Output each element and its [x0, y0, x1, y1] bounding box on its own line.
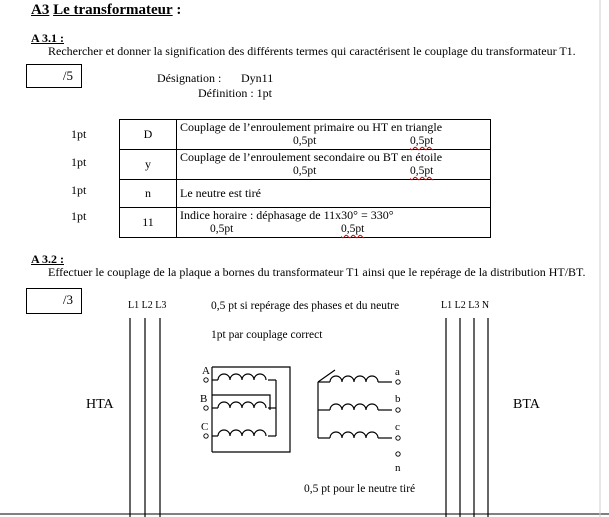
code-cell: n — [120, 180, 177, 208]
terminal-label-B: B — [200, 393, 208, 405]
code-cell: D — [120, 120, 177, 150]
coil-secondary-1 — [330, 376, 378, 382]
code-cell: y — [120, 150, 177, 180]
row-points: 1pt — [71, 155, 87, 169]
description-text: Le neutre est tiré — [180, 186, 261, 200]
half-point: 0,5pt — [293, 135, 317, 147]
terminal-label-n: n — [395, 462, 401, 474]
terminal-label-a: a — [395, 366, 400, 378]
score-value: /3 — [62, 292, 73, 307]
right-bus-label: L1 L2 L3 N — [441, 300, 490, 311]
description-text: Couplage de l’enroulement secondaire ou BT en étoile — [180, 150, 443, 164]
coil-primary-2 — [218, 402, 266, 408]
title-text: Le transformateur — [53, 2, 173, 18]
coil-primary-3 — [218, 430, 266, 436]
half-point: 0,5pt — [341, 223, 365, 235]
title-suffix: : — [172, 2, 182, 18]
section-heading-3-1: A 3.1 : — [31, 31, 64, 45]
description-text: Couplage de l’enroulement primaire ou HT en triangle — [180, 120, 443, 134]
row-points: 1pt — [71, 183, 87, 197]
definition-text: Définition : 1pt — [198, 86, 272, 100]
terminal-label-b: b — [395, 393, 401, 405]
section-instruction-3-1: Rechercher et donner la signification des différents termes qui caractérisent le couplage du transformateur T1. — [48, 44, 576, 58]
terminal-C — [204, 434, 208, 438]
terminal-b — [396, 408, 400, 412]
terminal-a — [396, 380, 400, 384]
half-point: 0,5pt — [410, 135, 434, 147]
primary-frame — [212, 367, 290, 452]
row-points: 1pt — [71, 209, 87, 223]
coil-primary-1 — [218, 374, 266, 380]
description-text: Indice horaire : déphasage de 11x30° = 330° — [180, 208, 394, 222]
bta-label: BTA — [513, 397, 540, 412]
section-heading-3-2: A 3.2 : — [31, 252, 64, 266]
terminal-n — [396, 452, 400, 456]
terminal-label-C: C — [201, 421, 209, 433]
designation-label: Désignation : — [157, 71, 222, 85]
coil-secondary-3 — [330, 432, 378, 438]
note-phase-marking: 0,5 pt si repérage des phases et du neutre — [211, 300, 400, 312]
left-bus-label: L1 L2 L3 — [128, 300, 167, 311]
half-point: 0,5pt — [210, 223, 234, 235]
designation-value: Dyn11 — [241, 71, 274, 85]
half-point: 0,5pt — [410, 165, 434, 177]
row-points: 1pt — [71, 127, 87, 141]
section-instruction-3-2: Effectuer le couplage de la plaque a bornes du transformateur T1 ainsi que le repérage de la distribution HT/BT. — [48, 265, 586, 279]
note-coupling: 1pt par couplage correct — [211, 329, 323, 341]
note-neutral: 0,5 pt pour le neutre tiré — [304, 483, 416, 495]
title-prefix: A3 — [31, 2, 50, 18]
code-cell: 11 — [120, 208, 177, 238]
terminal-label-c: c — [395, 421, 400, 433]
terminal-A — [204, 378, 208, 382]
terminal-c — [396, 436, 400, 440]
terminal-B — [204, 406, 208, 410]
coil-secondary-2 — [330, 404, 378, 410]
terminal-label-A: A — [202, 365, 210, 377]
score-value: /5 — [62, 68, 73, 83]
half-point: 0,5pt — [293, 165, 317, 177]
hta-label: HTA — [86, 397, 114, 412]
